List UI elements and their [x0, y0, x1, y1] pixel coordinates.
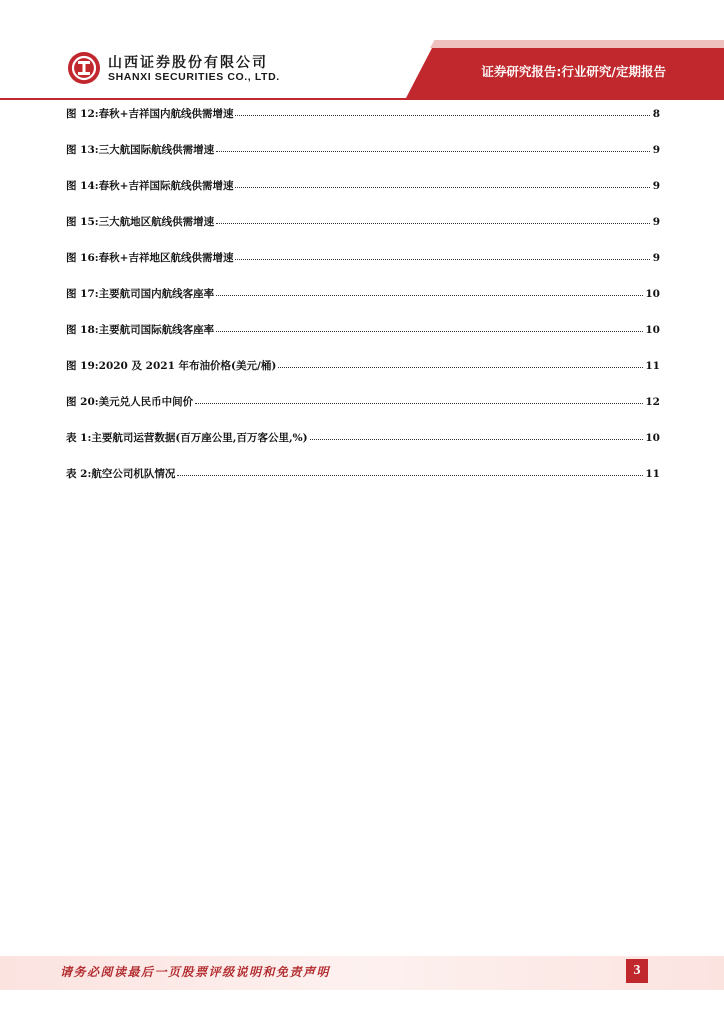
toc-entry-page: 8 [652, 108, 660, 120]
toc-list [66, 103, 660, 499]
toc-entry[interactable] [66, 283, 660, 319]
toc-leader-dots [235, 246, 650, 260]
toc-entry-page: 10 [645, 288, 660, 300]
toc-leader-dots [216, 282, 643, 296]
toc-entry[interactable] [66, 355, 660, 391]
toc-leader-dots [216, 318, 643, 332]
toc-entry[interactable] [66, 391, 660, 427]
company-name-en: SHANXI SECURITIES CO., LTD. [108, 71, 280, 83]
toc-leader-dots [177, 462, 643, 476]
toc-entry[interactable] [66, 139, 660, 175]
toc-entry-title: 图 15:三大航地区航线供需增速 [66, 216, 215, 228]
toc-leader-dots [235, 174, 650, 188]
toc-entry[interactable] [66, 463, 660, 499]
toc-entry-page: 9 [652, 144, 660, 156]
toc-entry-page: 9 [652, 180, 660, 192]
toc-entry[interactable] [66, 427, 660, 463]
toc-entry-page: 10 [645, 324, 660, 336]
toc-leader-dots [216, 210, 650, 224]
toc-entry-title: 图 12:春秋+吉祥国内航线供需增速 [66, 108, 234, 120]
toc-entry-title: 图 19:2020 及 2021 年布油价格(美元/桶) [66, 360, 277, 372]
toc-entry-page: 12 [645, 396, 660, 408]
toc-entry-page: 11 [645, 468, 660, 480]
toc-entry[interactable] [66, 103, 660, 139]
toc-entry[interactable] [66, 211, 660, 247]
page-number-badge: 3 [626, 959, 648, 983]
toc-entry-title: 图 18:主要航司国际航线客座率 [66, 324, 215, 336]
report-type-label: 证券研究报告:行业研究/定期报告 [481, 64, 666, 79]
toc-leader-dots [235, 102, 650, 116]
company-logo-icon [66, 50, 102, 86]
footer-disclaimer: 请务必阅读最后一页股票评级说明和免责声明 [60, 965, 331, 979]
toc-leader-dots [195, 390, 643, 404]
toc-entry-title: 图 17:主要航司国内航线客座率 [66, 288, 215, 300]
toc-entry-page: 10 [645, 432, 660, 444]
company-logo [66, 50, 286, 90]
toc-entry[interactable] [66, 175, 660, 211]
toc-leader-dots [216, 138, 650, 152]
toc-entry-title: 图 14:春秋+吉祥国际航线供需增速 [66, 180, 234, 192]
toc-entry[interactable] [66, 247, 660, 283]
toc-entry-title: 表 2:航空公司机队情况 [66, 468, 176, 480]
toc-leader-dots [278, 354, 643, 368]
toc-entry-page: 9 [652, 252, 660, 264]
toc-entry-page: 9 [652, 216, 660, 228]
toc-leader-dots [310, 426, 644, 440]
toc-entry[interactable] [66, 319, 660, 355]
toc-entry-title: 图 13:三大航国际航线供需增速 [66, 144, 215, 156]
toc-entry-title: 表 1:主要航司运营数据(百万座公里,百万客公里,%) [66, 432, 308, 444]
company-name-cn: 山西证券股份有限公司 [108, 55, 268, 71]
toc-entry-page: 11 [645, 360, 660, 372]
toc-entry-title: 图 16:春秋+吉祥地区航线供需增速 [66, 252, 234, 264]
toc-entry-title: 图 20:美元兑人民币中间价 [66, 396, 194, 408]
